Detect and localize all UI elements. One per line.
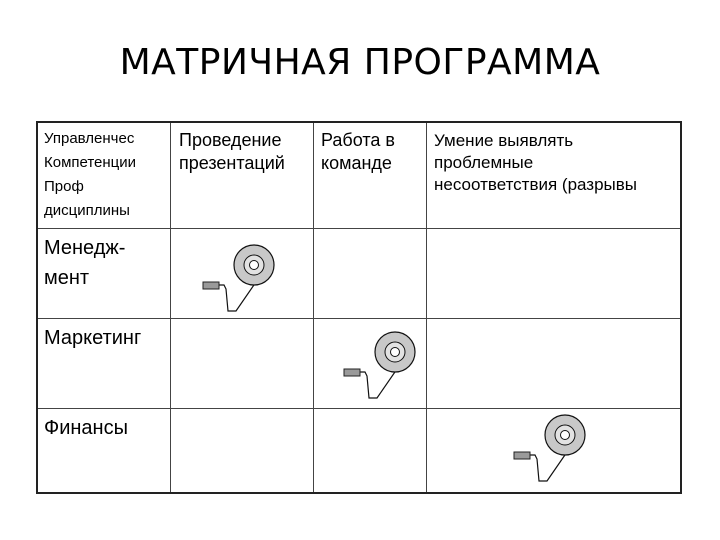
column-header-line: Проведение (179, 130, 282, 150)
column-divider (313, 123, 314, 492)
row-label-finance (44, 413, 128, 443)
row-label-line: Маркетинг (44, 327, 142, 349)
column-divider (426, 123, 427, 492)
column-header-line: презентаций (179, 153, 285, 173)
column-header-line: несоответствия (разрывы (434, 175, 638, 194)
competency-matrix (36, 121, 682, 494)
page-title: МАТРИЧНАЯ ПРОГРАММА (119, 42, 601, 83)
pin-target-icon (341, 325, 451, 405)
row-label-management (44, 233, 125, 293)
column-header-line: Работа в (321, 130, 395, 150)
pin-target-icon (200, 238, 310, 318)
corner-header (44, 127, 136, 223)
row-label-line: Финансы (44, 417, 128, 439)
row-divider (38, 228, 680, 229)
row-label-line: Менедж- (44, 237, 126, 259)
column-header-presentations (179, 129, 285, 175)
row-divider (38, 318, 680, 319)
corner-header-line: Управленчес (44, 130, 135, 147)
corner-header-line: дисциплины (44, 202, 130, 219)
column-header-gaps (434, 130, 637, 196)
row-label-marketing (44, 323, 141, 353)
column-header-line: проблемные (434, 153, 534, 172)
column-header-teamwork (321, 129, 395, 175)
column-header-line: Умение выявлять (434, 131, 574, 150)
column-divider (170, 123, 171, 492)
pin-target-icon (511, 408, 621, 488)
corner-header-line: Проф (44, 178, 84, 195)
row-label-line: мент (44, 267, 90, 289)
corner-header-line: Компетенции (44, 154, 137, 171)
column-header-line: команде (321, 153, 392, 173)
